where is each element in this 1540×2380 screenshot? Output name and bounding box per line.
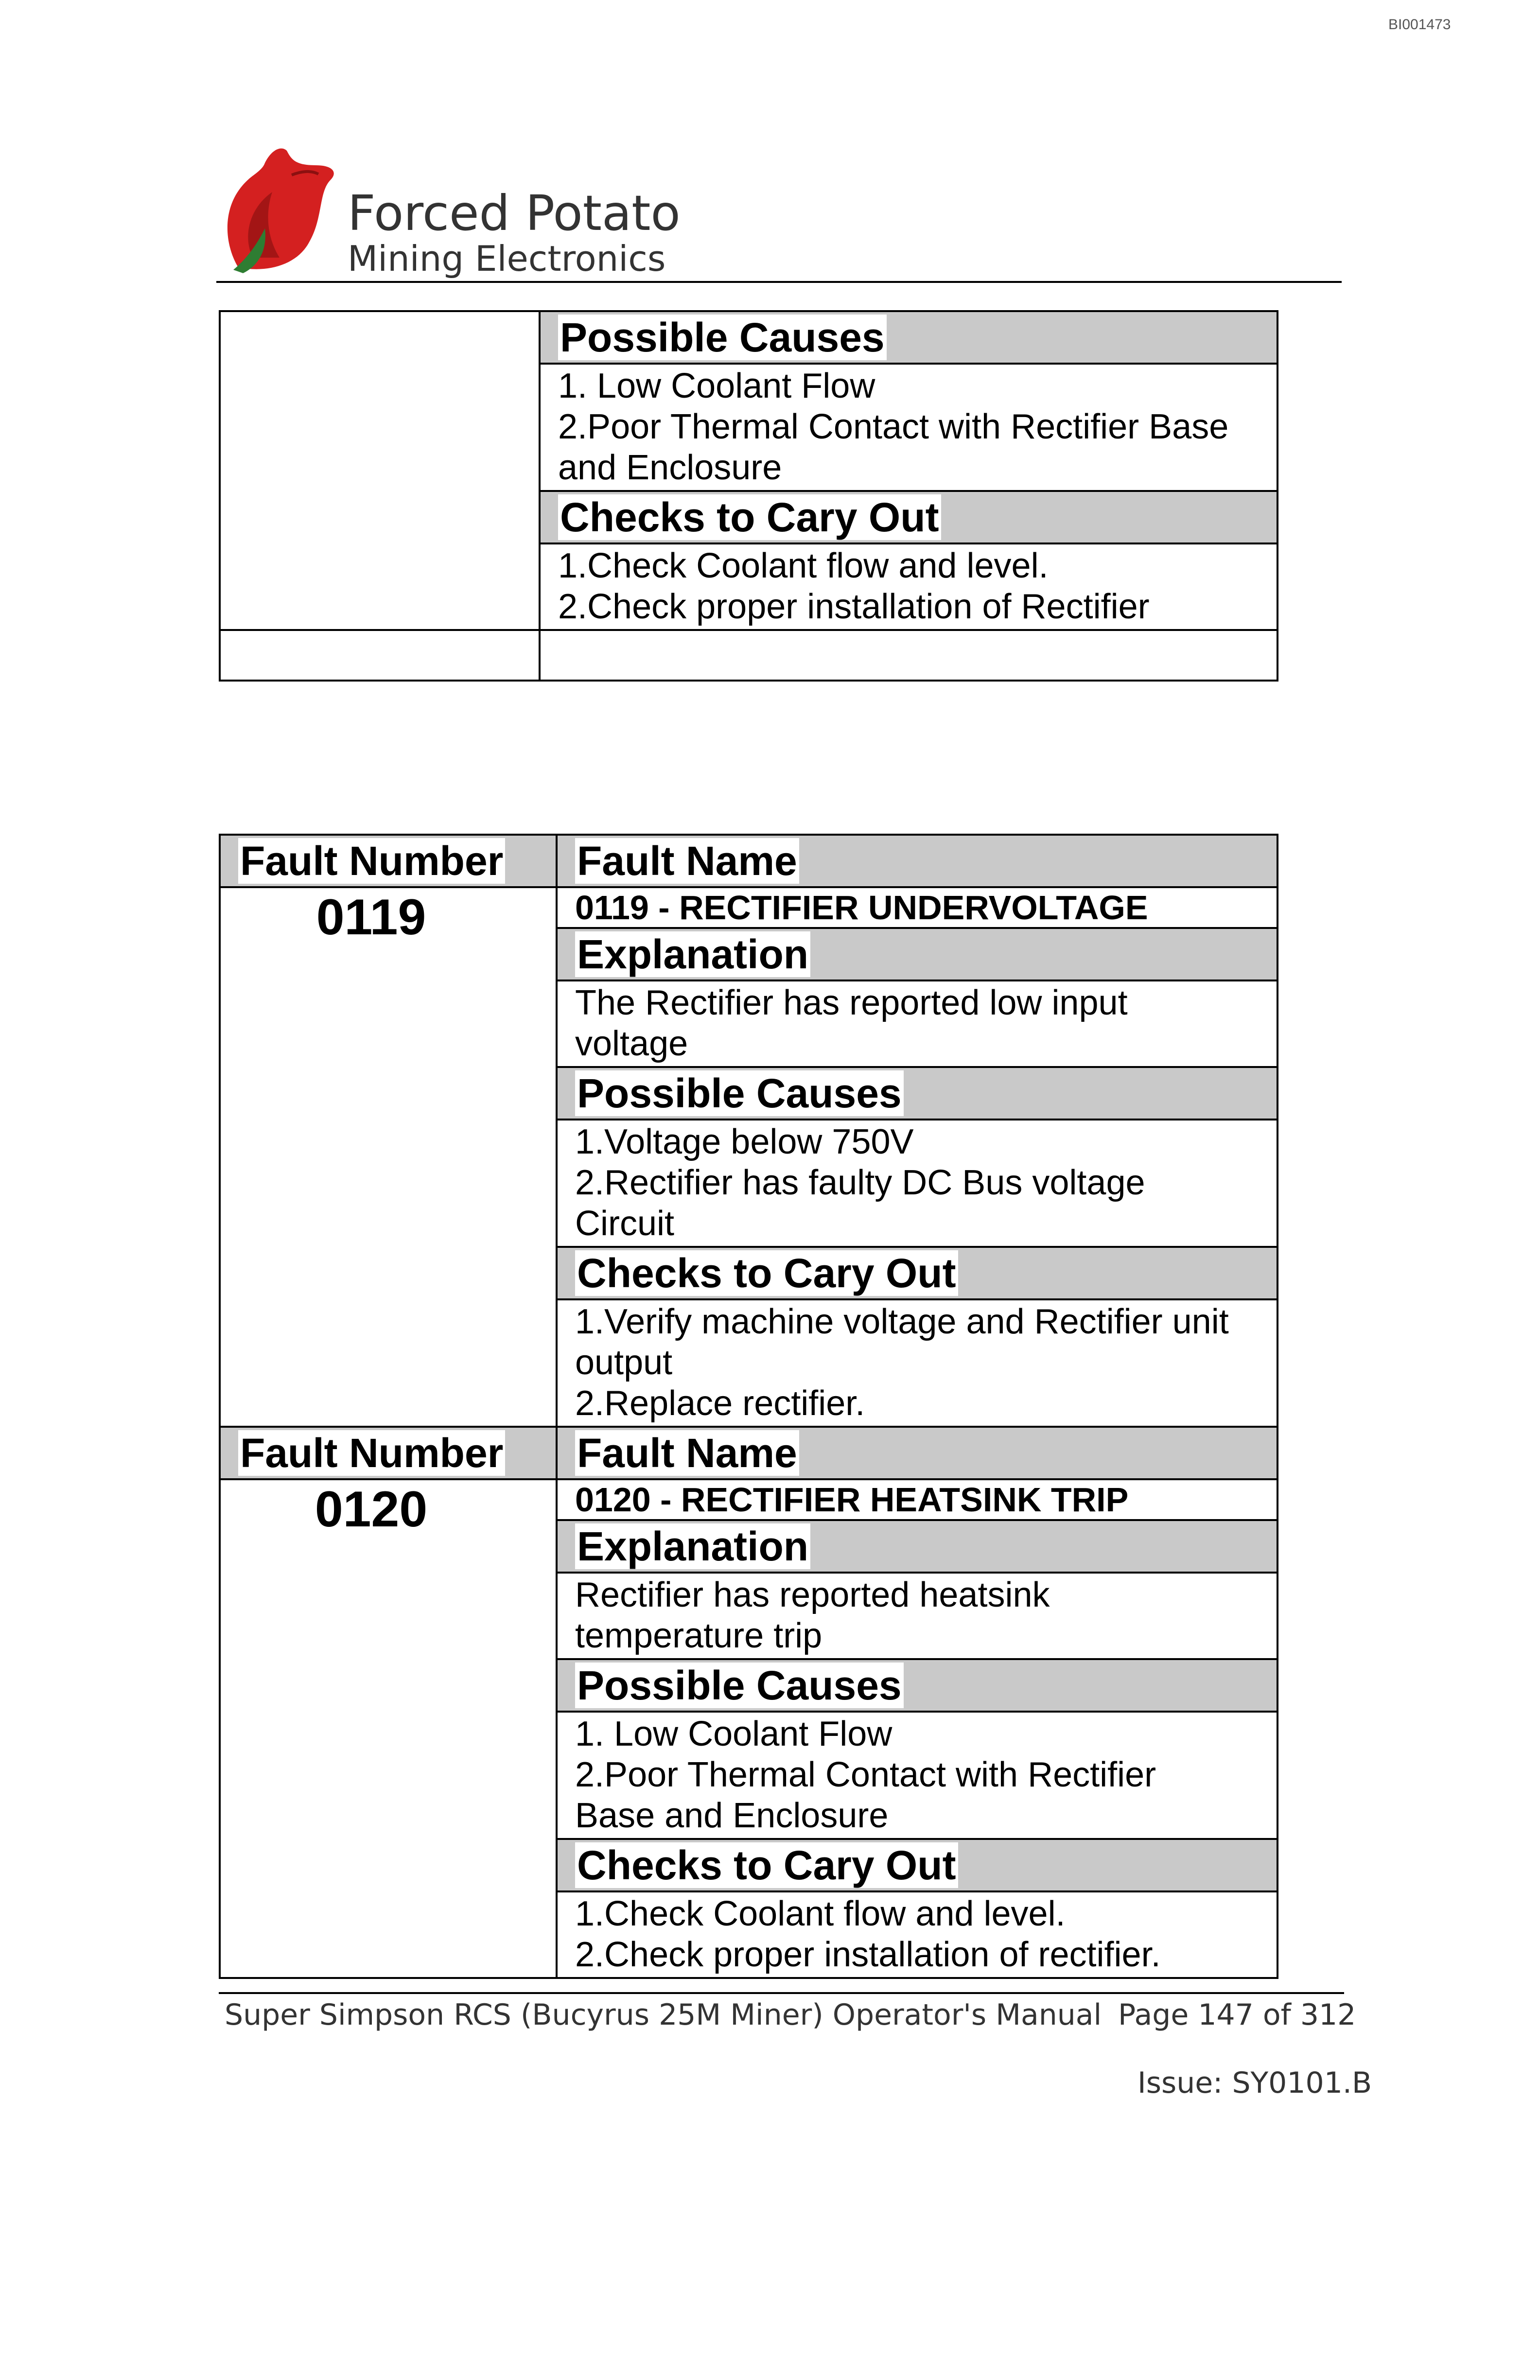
fault-number-header: Fault Number (220, 1427, 557, 1479)
fault-number-header: Fault Number (220, 835, 557, 887)
possible-causes-text: 1.Voltage below 750V 2.Rectifier has faulty DC Bus voltage Circuit (557, 1120, 1278, 1247)
explanation-header: Explanation (557, 1520, 1278, 1573)
potato-flame-logo-icon (219, 146, 340, 277)
possible-causes-header: Possible Causes (557, 1067, 1278, 1120)
fault-name: 0119 - RECTIFIER UNDERVOLTAGE (557, 887, 1278, 928)
header-divider (216, 281, 1342, 283)
explanation-header: Explanation (557, 928, 1278, 980)
fault-number-cell (220, 1479, 557, 1978)
fault-table (219, 834, 1278, 1979)
company-header (219, 146, 1337, 287)
fault-name: 0120 - RECTIFIER HEATSINK TRIP (557, 1479, 1278, 1520)
checks-header: Checks to Cary Out (540, 491, 1278, 543)
explanation-text: Rectifier has reported heatsink temperature trip (557, 1573, 1278, 1659)
fault-number-cell (220, 887, 557, 1427)
checks-header: Checks to Cary Out (557, 1839, 1278, 1891)
footer-divider (219, 1992, 1344, 1994)
fault-name-header: Fault Name (557, 835, 1278, 887)
possible-causes-header: Possible Causes (557, 1659, 1278, 1712)
fault-name-header: Fault Name (557, 1427, 1278, 1479)
page-number: Page 147 of 312 (1118, 1998, 1356, 2032)
checks-text: 1.Check Coolant flow and level. 2.Check proper installation of Rectifier (540, 543, 1278, 630)
fault-number: 0119 (316, 889, 426, 945)
empty-cell (540, 630, 1278, 681)
issue-number: Issue: SY0101.B (1138, 2066, 1372, 2100)
document-id: BI001473 (1388, 17, 1451, 33)
possible-causes-text: 1. Low Coolant Flow 2.Poor Thermal Contact with Rectifier Base and Enclosure (557, 1712, 1278, 1839)
empty-number-cell (220, 311, 540, 630)
checks-text: 1.Verify machine voltage and Rectifier unit output 2.Replace rectifier. (557, 1299, 1278, 1427)
manual-title: Super Simpson RCS (Bucyrus 25M Miner) Operator's Manual (225, 1998, 1102, 2032)
possible-causes-text: 1. Low Coolant Flow 2.Poor Thermal Contact with Rectifier Base and Enclosure (540, 364, 1278, 491)
explanation-text: The Rectifier has reported low input voltage (557, 980, 1278, 1067)
empty-cell (220, 630, 540, 681)
possible-causes-header: Possible Causes (540, 311, 1278, 364)
fault-number: 0120 (315, 1481, 428, 1538)
company-subtitle: Mining Electronics (348, 238, 666, 279)
continued-fault-table (219, 310, 1278, 682)
company-name: Forced Potato (348, 185, 681, 242)
checks-text: 1.Check Coolant flow and level. 2.Check proper installation of rectifier. (557, 1891, 1278, 1978)
checks-header: Checks to Cary Out (557, 1247, 1278, 1299)
